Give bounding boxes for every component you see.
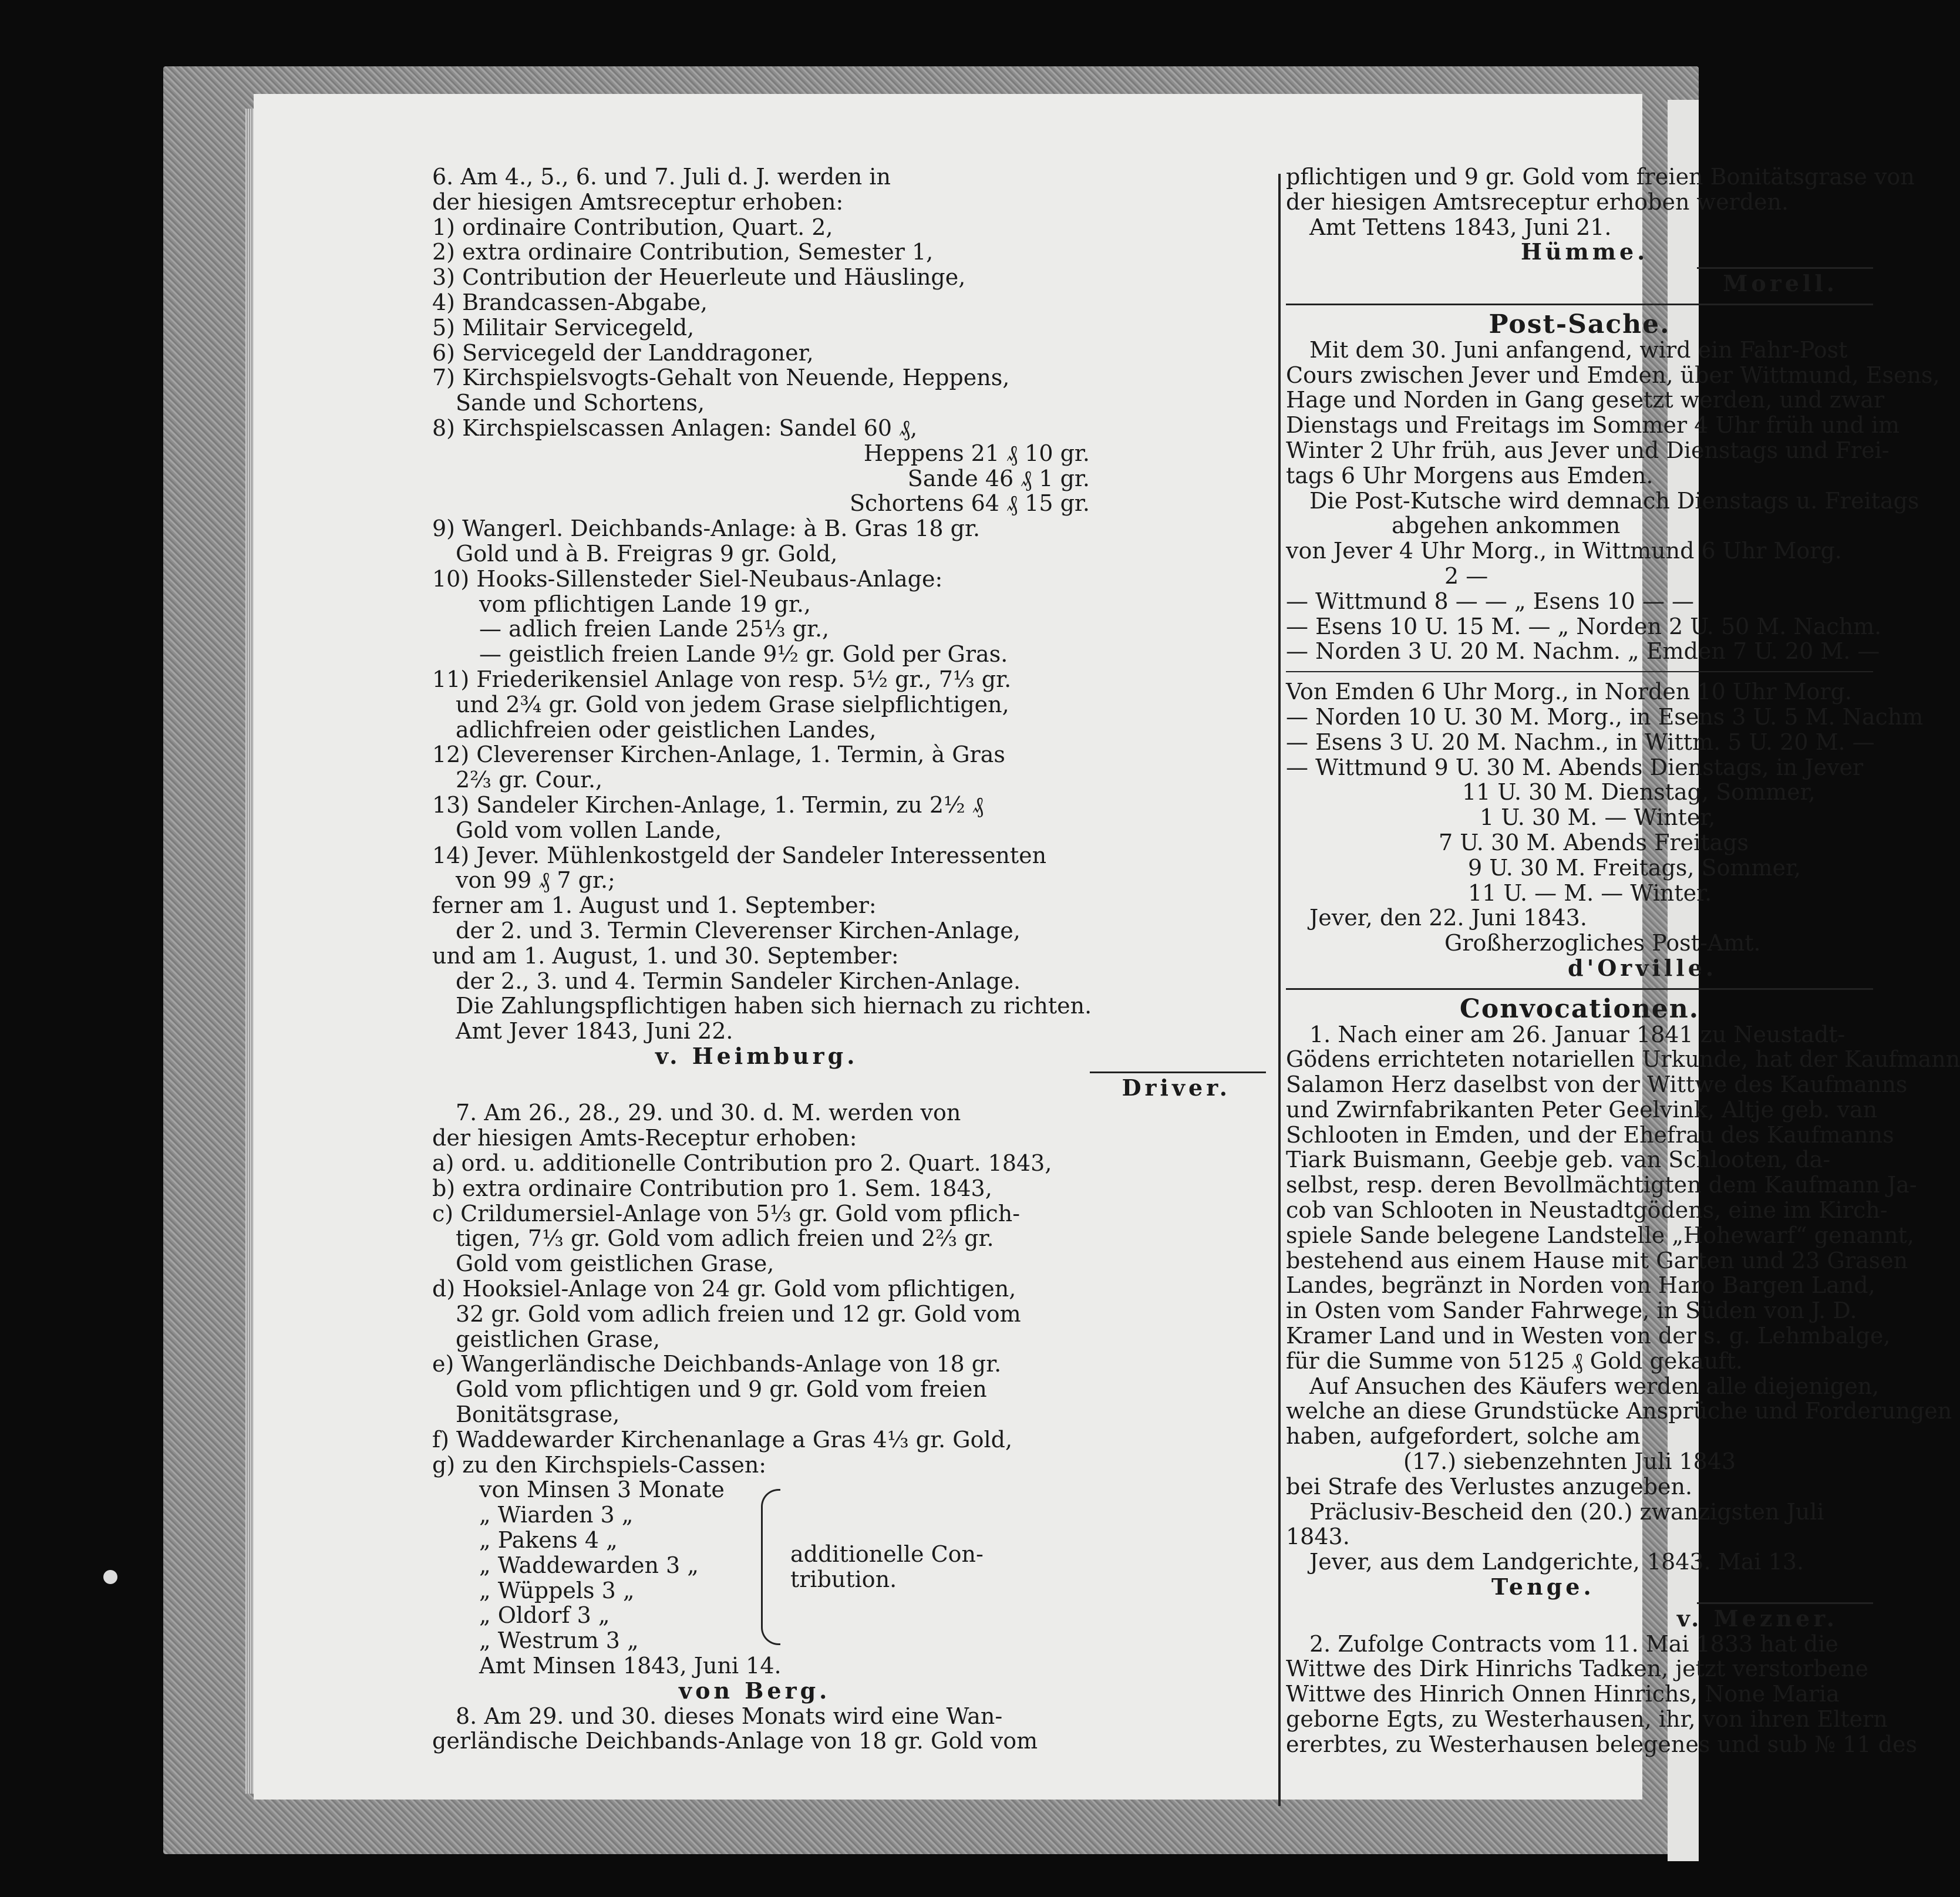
text-line: Amt Tettens 1843, Juni 21. bbox=[1309, 214, 1612, 240]
text-line: Amt Minsen 1843, Juni 14. bbox=[479, 1653, 782, 1679]
text-line: Schlooten in Emden, und der Ehefrau des Kaufmanns bbox=[1286, 1121, 1894, 1148]
section-rule bbox=[1286, 304, 1873, 305]
text-line: (17.) siebenzehnten Juli 1843 bbox=[1403, 1448, 1736, 1475]
text-line: 13) Sandeler Kirchen-Anlage, 1. Termin, zu 2½ ₰ bbox=[432, 791, 984, 818]
text-line: — Norden 3 U. 20 M. Nachm. „ Emden 7 U. 20 M. — bbox=[1286, 638, 1880, 665]
text-line: der 2. und 3. Termin Cleverenser Kirchen-Anlage, bbox=[456, 917, 1021, 944]
text-line: Großherzogliches Post-Amt. bbox=[1444, 930, 1761, 956]
text-line: 11 U. — M. — Winter. bbox=[1468, 880, 1712, 906]
text-line: Die Post-Kutsche wird demnach Dienstags u. Freitags bbox=[1309, 487, 1919, 514]
dust-speck bbox=[103, 1570, 117, 1584]
text-line: b) extra ordinaire Contribution pro 1. Sem. 1843, bbox=[432, 1175, 992, 1201]
text-line: abgehen ankommen bbox=[1392, 513, 1621, 539]
text-line: Gold vom pflichtigen und 9 gr. Gold vom freien bbox=[456, 1376, 987, 1403]
text-line: Gödens errichteten notariellen Urkunde, hat der Kaufmann bbox=[1286, 1046, 1960, 1073]
newspaper-page bbox=[254, 94, 1960, 1800]
text-line: Bonitätsgrase, bbox=[456, 1401, 620, 1428]
text-line: Wittwe des Hinrich Onnen Hinrichs, None Maria bbox=[1286, 1681, 1840, 1707]
text-line: von 99 ₰ 7 gr.; bbox=[456, 867, 615, 894]
text-line: ererbtes, zu Westerhausen belegenes und sub № 11 des bbox=[1286, 1731, 1917, 1757]
separator bbox=[1697, 267, 1873, 269]
text-line: Schortens 64 ₰ 15 gr. bbox=[850, 490, 1090, 517]
text-line: Gold vom geistlichen Grase, bbox=[456, 1251, 774, 1277]
text-line: Präclusiv-Bescheid den (20.) zwanzigsten Juli bbox=[1309, 1498, 1824, 1525]
text-line: welche an diese Grundstücke Ansprüche und Forderungen bbox=[1286, 1398, 1952, 1424]
text-line: der hiesigen Amtsreceptur erhoben werden. bbox=[1286, 188, 1789, 215]
signature: Hümme. bbox=[1521, 238, 1649, 265]
text-line: Salamon Herz daselbst von der Wittwe des Kaufmanns bbox=[1286, 1072, 1908, 1098]
separator bbox=[1697, 1602, 1873, 1604]
signature: Tenge. bbox=[1491, 1573, 1595, 1601]
text-line: — Norden 10 U. 30 M. Morg., in Esens 3 U. 5 M. Nachm bbox=[1286, 703, 1924, 730]
text-line: 2. Zufolge Contracts vom 11. Mai 1833 hat die bbox=[1309, 1630, 1838, 1657]
text-line: und am 1. August, 1. und 30. September: bbox=[432, 942, 899, 969]
text-line: „ Oldorf 3 „ bbox=[479, 1602, 610, 1629]
text-line: Landes, begränzt in Norden von Haro Bargen Land, bbox=[1286, 1272, 1875, 1299]
text-line: Amt Jever 1843, Juni 22. bbox=[456, 1018, 733, 1044]
text-line: — Esens 10 U. 15 M. — „ Norden 2 U. 50 M. Nachm. bbox=[1286, 613, 1882, 639]
text-line: 14) Jever. Mühlenkostgeld der Sandeler Interessenten bbox=[432, 842, 1047, 868]
text-line: spiele Sande belegene Landstelle „Hohewarf“ genannt, bbox=[1286, 1222, 1914, 1248]
text-line: „ Wiarden 3 „ bbox=[479, 1502, 634, 1528]
text-line: 9) Wangerl. Deichbands-Anlage: à B. Gras 18 gr. bbox=[432, 515, 981, 542]
text-line: 5) Militair Servicegeld, bbox=[432, 314, 695, 341]
text-line: — adlich freien Lande 25⅓ gr., bbox=[479, 616, 830, 642]
text-line: 1843. bbox=[1286, 1524, 1350, 1550]
parish-table bbox=[432, 1477, 1266, 1653]
table-rule bbox=[1286, 671, 1873, 672]
text-line: 2 — bbox=[1444, 562, 1488, 589]
section-rule bbox=[1286, 988, 1873, 990]
text-line: gerländische Deichbands-Anlage von 18 gr. Gold vom bbox=[432, 1728, 1038, 1754]
text-line: Sande und Schortens, bbox=[456, 390, 705, 416]
text-line: 1. Nach einer am 26. Januar 1841 zu Neustadt- bbox=[1309, 1021, 1846, 1047]
text-line: „ Wüppels 3 „ bbox=[479, 1577, 635, 1603]
text-line: additionelle Con- bbox=[790, 1541, 984, 1568]
right-column bbox=[1286, 164, 1960, 1757]
text-line: von Minsen 3 Monate bbox=[479, 1477, 725, 1503]
text-line: „ Westrum 3 „ bbox=[479, 1628, 639, 1654]
text-line: — geistlich freien Lande 9½ gr. Gold per Gras. bbox=[479, 641, 1008, 668]
text-line: Heppens 21 ₰ 10 gr. bbox=[863, 440, 1090, 466]
text-line: 7. Am 26., 28., 29. und 30. d. M. werden von bbox=[456, 1100, 961, 1126]
text-line: geborne Egts, zu Westerhausen, ihr, von ihren Eltern bbox=[1286, 1706, 1888, 1733]
text-line: 3) Contribution der Heuerleute und Häuslinge, bbox=[432, 264, 966, 291]
brace-note bbox=[790, 1542, 984, 1592]
text-line: e) Wangerländische Deichbands-Anlage von 18 gr. bbox=[432, 1351, 1002, 1377]
text-line: 2⅔ gr. Cour., bbox=[456, 767, 603, 793]
text-line: tags 6 Uhr Morgens aus Emden. bbox=[1286, 462, 1653, 488]
text-line: Jever, den 22. Juni 1843. bbox=[1309, 905, 1587, 931]
text-line: bei Strafe des Verlustes anzugeben. bbox=[1286, 1473, 1693, 1500]
text-line: tribution. bbox=[790, 1566, 897, 1593]
text-line: für die Summe von 5125 ₰ Gold gekauft. bbox=[1286, 1347, 1743, 1374]
text-line: 1) ordinaire Contribution, Quart. 2, bbox=[432, 214, 833, 240]
text-line: Gold vom vollen Lande, bbox=[456, 817, 722, 843]
left-column bbox=[432, 164, 1266, 1754]
text-line: adlichfreien oder geistlichen Landes, bbox=[456, 716, 877, 743]
text-line: Von Emden 6 Uhr Morg., in Norden 10 Uhr Morg. bbox=[1286, 679, 1852, 705]
signature: Morell. bbox=[1723, 270, 1838, 297]
text-line: Hage und Norden in Gang gesetzt werden, und zwar bbox=[1286, 387, 1885, 413]
column-divider bbox=[1278, 174, 1281, 1806]
text-line: tigen, 7⅓ gr. Gold vom adlich freien und 2⅔ gr. bbox=[456, 1225, 994, 1252]
text-line: 11) Friederikensiel Anlage von resp. 5½ gr., 7⅓ gr. bbox=[432, 666, 1012, 692]
text-line: g) zu den Kirchspiels-Cassen: bbox=[432, 1451, 767, 1478]
text-line: der 2., 3. und 4. Termin Sandeler Kirchen-Anlage. bbox=[456, 968, 1021, 994]
text-line: f) Waddewarder Kirchenanlage a Gras 4⅓ gr. Gold, bbox=[432, 1426, 1013, 1453]
text-line: Wittwe des Dirk Hinrichs Tadken, jetzt verstorbene bbox=[1286, 1656, 1869, 1682]
text-line: 11 U. 30 M. Dienstag, Sommer, bbox=[1462, 779, 1816, 806]
text-line: Mit dem 30. Juni anfangend, wird ein Fahr-Post bbox=[1309, 336, 1848, 363]
text-line: „ Waddewarden 3 „ bbox=[479, 1552, 699, 1578]
text-line: Kramer Land und in Westen von der s. g. Lehmbalge, bbox=[1286, 1323, 1891, 1349]
text-line: Winter 2 Uhr früh, aus Jever und Dienstags und Frei- bbox=[1286, 437, 1890, 463]
text-line: der hiesigen Amts-Receptur erhoben: bbox=[432, 1125, 857, 1151]
text-line: Cours zwischen Jever und Emden, über Wittmund, Esens, bbox=[1286, 362, 1940, 388]
text-line: 10) Hooks-Sillensteder Siel-Neubaus-Anlage: bbox=[432, 565, 943, 592]
text-line: 32 gr. Gold vom adlich freien und 12 gr. Gold vom bbox=[456, 1300, 1021, 1327]
text-line: Jever, aus dem Landgerichte, 1843. Mai 13. bbox=[1309, 1549, 1804, 1575]
signature: v. Heimburg. bbox=[655, 1042, 858, 1069]
text-line: pflichtigen und 9 gr. Gold vom freien Bonitätsgrase von bbox=[1286, 164, 1915, 190]
text-line: der hiesigen Amtsreceptur erhoben: bbox=[432, 188, 844, 215]
text-line: 7) Kirchspielsvogts-Gehalt von Neuende, Heppens, bbox=[432, 365, 1010, 391]
text-line: 6. Am 4., 5., 6. und 7. Juli d. J. werden in bbox=[432, 164, 891, 190]
text-line: Die Zahlungspflichtigen haben sich hiernach zu richten. bbox=[456, 993, 1092, 1019]
text-line: Auf Ansuchen des Käufers werden alle diejenigen, bbox=[1309, 1373, 1880, 1399]
signature: v. Mezner. bbox=[1676, 1605, 1838, 1632]
text-line: und Zwirnfabrikanten Peter Geelvink, Altje geb. van bbox=[1286, 1096, 1878, 1123]
text-line: d) Hooksiel-Anlage von 24 gr. Gold vom pflichtigen, bbox=[432, 1276, 1016, 1302]
text-line: 12) Cleverenser Kirchen-Anlage, 1. Termin, à Gras bbox=[432, 742, 1005, 768]
text-line: 1 U. 30 M. — Winter, bbox=[1480, 804, 1716, 831]
text-line: Tiark Buismann, Geebje geb. van Schlooten, da- bbox=[1286, 1147, 1831, 1173]
text-line: cob van Schlooten in Neustadtgödens, eine im Kirch- bbox=[1286, 1197, 1888, 1224]
text-line: c) Crildumersiel-Anlage von 5⅓ gr. Gold vom pflich- bbox=[432, 1200, 1021, 1227]
text-line: Dienstags und Freitags im Sommer 4 Uhr früh und im bbox=[1286, 412, 1900, 439]
text-line: bestehend aus einem Hause mit Garten und 23 Grasen bbox=[1286, 1247, 1908, 1273]
text-line: 7 U. 30 M. Abends Freitags bbox=[1439, 829, 1749, 855]
text-line: vom pflichtigen Lande 19 gr., bbox=[479, 591, 811, 617]
text-line: 2) extra ordinaire Contribution, Semester 1, bbox=[432, 239, 934, 265]
text-line: 8. Am 29. und 30. dieses Monats wird eine Wan- bbox=[456, 1703, 1003, 1729]
signature: d'Orville. bbox=[1568, 954, 1717, 981]
text-line: selbst, resp. deren Bevollmächtigten dem Kaufmann Ja- bbox=[1286, 1172, 1917, 1198]
text-line: — Wittmund 9 U. 30 M. Abends Dienstags, in Jever bbox=[1286, 754, 1864, 780]
text-line: und 2¾ gr. Gold von jedem Grase sielpflichtigen, bbox=[456, 691, 1009, 717]
text-line: 8) Kirchspielscassen Anlagen: Sandel 60 ₰, bbox=[432, 415, 918, 441]
signature: von Berg. bbox=[679, 1677, 831, 1704]
text-line: Gold und à B. Freigras 9 gr. Gold, bbox=[456, 540, 838, 567]
text-line: a) ord. u. additionelle Contribution pro 2. Quart. 1843, bbox=[432, 1150, 1052, 1177]
text-line: 6) Servicegeld der Landdragoner, bbox=[432, 339, 814, 366]
text-line: haben, aufgefordert, solche am bbox=[1286, 1423, 1641, 1450]
section-heading: Convocationen. bbox=[1459, 993, 1700, 1024]
text-line: „ Pakens 4 „ bbox=[479, 1527, 618, 1554]
section-heading: Post-Sache. bbox=[1488, 309, 1671, 339]
text-line: ferner am 1. August und 1. September: bbox=[432, 892, 877, 919]
text-line: — Esens 3 U. 20 M. Nachm., in Wittm. 5 U. 20 M. — bbox=[1286, 729, 1875, 755]
separator bbox=[1090, 1072, 1266, 1073]
text-line: — Wittmund 8 — — „ Esens 10 — — bbox=[1286, 588, 1695, 614]
text-line: Sande 46 ₰ 1 gr. bbox=[907, 465, 1090, 491]
text-line: geistlichen Grase, bbox=[456, 1326, 661, 1352]
text-line: 9 U. 30 M. Freitags, Sommer, bbox=[1468, 854, 1801, 881]
text-line: 4) Brandcassen-Abgabe, bbox=[432, 289, 708, 315]
text-line: von Jever 4 Uhr Morg., in Wittmund 6 Uhr Morg. bbox=[1286, 538, 1842, 564]
brace bbox=[761, 1489, 780, 1645]
text-line: in Osten vom Sander Fahrwege, in Süden von J. D. bbox=[1286, 1298, 1857, 1324]
signature: Driver. bbox=[1122, 1074, 1231, 1101]
